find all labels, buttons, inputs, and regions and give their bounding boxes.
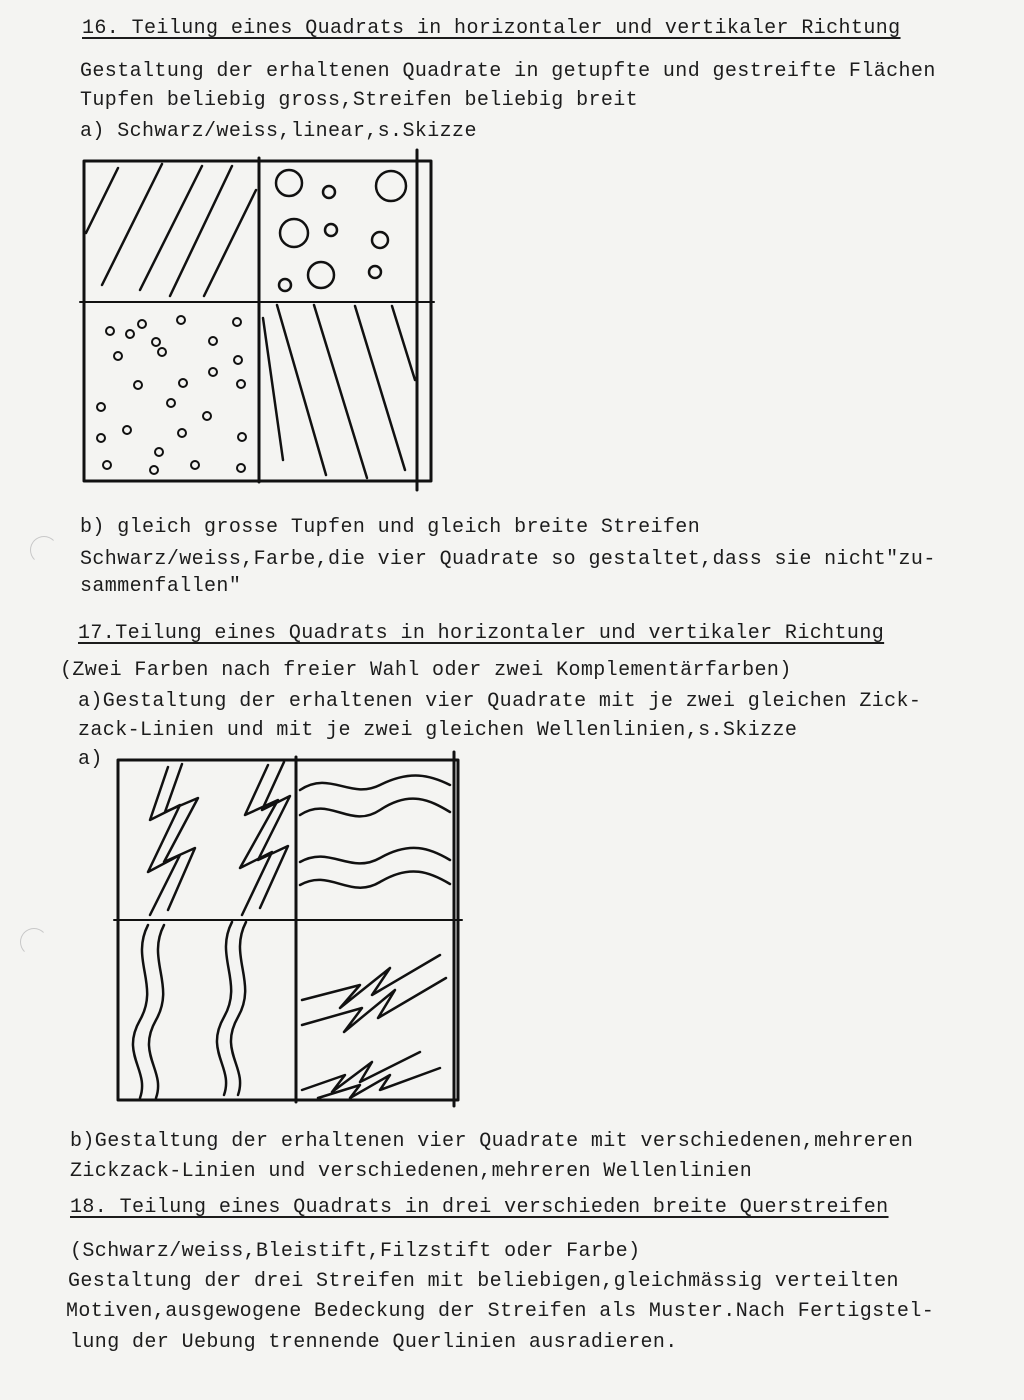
sketch-label: a) — [78, 748, 103, 771]
section-17-heading: 17.Teilung eines Quadrats in horizontaler und vertikaler Richtung — [78, 622, 885, 645]
sketch-waves — [133, 922, 246, 1098]
section-17-item-b: Zickzack-Linien und verschiedenen,mehreren Wellenlinien — [70, 1160, 753, 1183]
section-16-text: Gestaltung der erhaltenen Quadrate in getupfte und gestreifte Flächen — [80, 60, 936, 83]
section-16-item-b: Schwarz/weiss,Farbe,die vier Quadrate so gestaltet,dass sie nicht"zu- — [80, 548, 936, 571]
section-18-text: lung der Uebung trennende Querlinien ausradieren. — [70, 1331, 678, 1354]
section-17-item-b: b)Gestaltung der erhaltenen vier Quadrate mit verschiedenen,mehreren — [70, 1130, 914, 1153]
section-17-item-a: a)Gestaltung der erhaltenen vier Quadrate mit je zwei gleichen Zick- — [78, 690, 922, 713]
sketch-zigzag — [148, 762, 290, 915]
section-16-heading: 16. Teilung eines Quadrats in horizontaler und vertikaler Richtung — [82, 17, 901, 40]
section-17-item-a: zack-Linien und mit je zwei gleichen Wellenlinien,s.Skizze — [78, 719, 798, 742]
section-16-item-b: sammenfallen" — [80, 575, 242, 598]
sketch-zigzag — [302, 955, 446, 1098]
section-18-text: Gestaltung der drei Streifen mit beliebigen,gleichmässig verteilten — [68, 1270, 899, 1293]
section-16-text: Tupfen beliebig gross,Streifen beliebig breit — [80, 89, 639, 112]
section-18-text: Motiven,ausgewogene Bedeckung der Streifen als Muster.Nach Fertigstel- — [66, 1300, 935, 1323]
section-17-text: (Zwei Farben nach freier Wahl oder zwei Komplementärfarben) — [60, 659, 792, 682]
section-18-heading: 18. Teilung eines Quadrats in drei verschieden breite Querstreifen — [70, 1196, 889, 1219]
section-16-item-b: b) gleich grosse Tupfen und gleich breite Streifen — [80, 516, 701, 539]
sketch-waves — [300, 776, 450, 888]
section-18-text: (Schwarz/weiss,Bleistift,Filzstift oder Farbe) — [70, 1240, 641, 1263]
section-16-item-a: a) Schwarz/weiss,linear,s.Skizze — [80, 120, 477, 143]
